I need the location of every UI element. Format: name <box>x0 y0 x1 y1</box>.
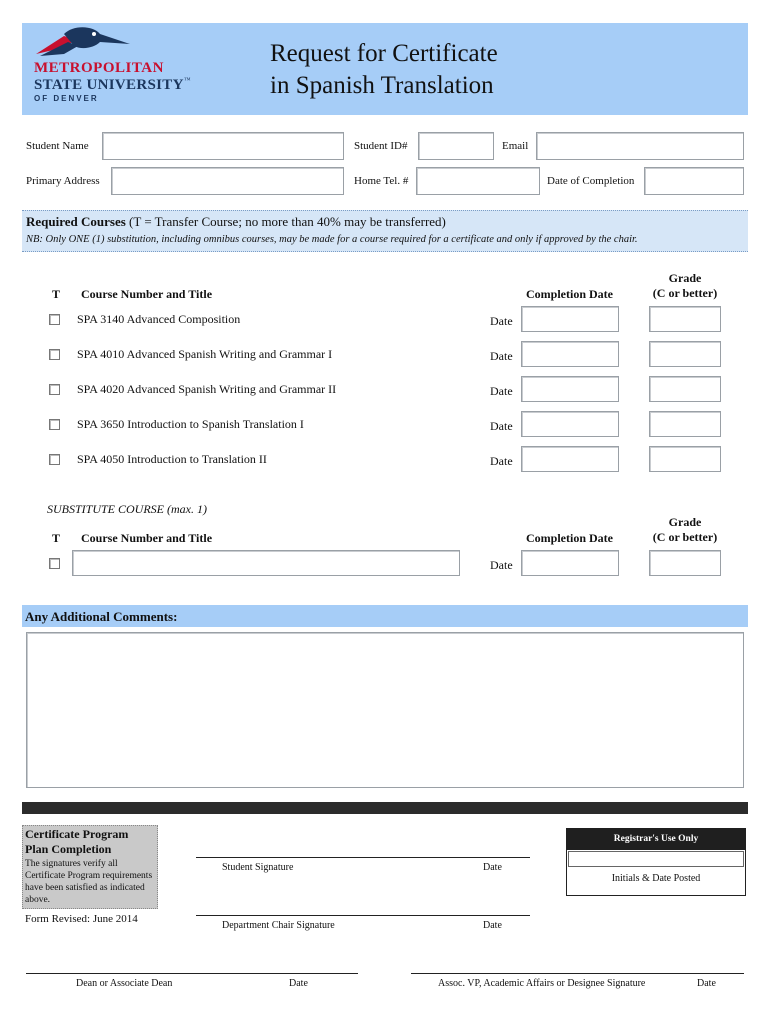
col-completion-header: Completion Date <box>526 287 613 301</box>
col-t-header: T <box>52 287 61 301</box>
plan-completion-heading <box>25 827 128 857</box>
dean-signature-line[interactable] <box>26 973 358 974</box>
university-logo <box>30 26 205 106</box>
student-signature-date-label: Date <box>483 862 502 873</box>
substitute-grade-field[interactable] <box>649 550 721 576</box>
student-signature-line[interactable] <box>196 857 530 858</box>
home-tel-field[interactable] <box>416 167 540 195</box>
sub-col-grade-header <box>640 515 730 545</box>
course-title: SPA 4010 Advanced Spanish Writing and Grammar I <box>77 347 333 361</box>
date-label: Date <box>490 314 513 328</box>
logo-line-3: OF DENVER <box>34 94 99 103</box>
primary-address-label: Primary Address <box>26 175 100 187</box>
date-label: Date <box>490 349 513 363</box>
vp-signature-label: Assoc. VP, Academic Affairs or Designee Signature <box>438 978 646 989</box>
sub-col-grade-line-2: (C or better) <box>652 530 718 544</box>
vp-signature-line[interactable] <box>411 973 744 974</box>
required-courses-title: Required Courses <box>26 214 126 229</box>
student-signature-label: Student Signature <box>222 862 294 873</box>
registrar-heading: Registrar's Use Only <box>613 834 699 844</box>
sub-col-grade-line-1: Grade <box>668 515 702 529</box>
completion-date-field[interactable] <box>521 341 619 367</box>
comments-textarea[interactable] <box>26 632 744 788</box>
course-title: SPA 4020 Advanced Spanish Writing and Grammar II <box>77 382 337 396</box>
course-title: SPA 4050 Introduction to Translation II <box>77 452 267 466</box>
col-course-header: Course Number and Title <box>81 287 213 301</box>
substitute-heading: SUBSTITUTE COURSE (max. 1) <box>47 502 207 516</box>
course-title: SPA 3650 Introduction to Spanish Translation I <box>77 417 304 431</box>
sub-col-course-header: Course Number and Title <box>81 531 213 545</box>
required-courses-heading <box>26 214 446 230</box>
col-grade-header <box>640 271 730 301</box>
completion-date-field[interactable] <box>521 376 619 402</box>
plan-heading-line-1: Certificate Program <box>25 827 129 841</box>
grade-field[interactable] <box>649 411 721 437</box>
title-line-2: in Spanish Translation <box>270 72 494 99</box>
divider-bar <box>22 802 748 814</box>
transfer-checkbox[interactable] <box>49 419 60 430</box>
date-label: Date <box>490 384 513 398</box>
email-label: Email <box>502 140 529 152</box>
page-title <box>270 38 498 102</box>
completion-date-field[interactable] <box>521 446 619 472</box>
title-line-1: Request for Certificate <box>270 40 498 67</box>
student-name-field[interactable] <box>102 132 344 160</box>
student-id-field[interactable] <box>418 132 494 160</box>
registrar-initials-field[interactable] <box>568 851 744 867</box>
date-label: Date <box>490 454 513 468</box>
grade-field[interactable] <box>649 341 721 367</box>
col-grade-line-1: Grade <box>668 271 702 285</box>
completion-date-field[interactable] <box>521 411 619 437</box>
date-of-completion-label: Date of Completion <box>547 175 635 187</box>
substitute-transfer-checkbox[interactable] <box>49 558 60 569</box>
primary-address-field[interactable] <box>111 167 344 195</box>
logo-line-2: STATE UNIVERSITY <box>34 77 184 93</box>
student-name-label: Student Name <box>26 140 89 152</box>
sub-col-t-header: T <box>52 531 61 545</box>
grade-field[interactable] <box>649 306 721 332</box>
dean-signature-label: Dean or Associate Dean <box>76 978 173 989</box>
date-of-completion-field[interactable] <box>644 167 744 195</box>
substitute-completion-date-field[interactable] <box>521 550 619 576</box>
sub-col-completion-header: Completion Date <box>526 531 613 545</box>
substitution-note: NB: Only ONE (1) substitution, including omnibus courses, may be made for a course required for a certificate and only if approved by the chair. <box>26 234 638 245</box>
logo-line-1: METROPOLITAN <box>34 60 164 76</box>
home-tel-label: Home Tel. # <box>354 175 409 187</box>
substitute-course-field[interactable] <box>72 550 460 576</box>
plan-heading-line-2: Plan Completion <box>25 842 112 856</box>
transfer-checkbox[interactable] <box>49 454 60 465</box>
date-label: Date <box>490 419 513 433</box>
plan-completion-note: The signatures verify all Certificate Program requirements have been satisfied as indicated above. <box>25 859 153 905</box>
chair-signature-date-label: Date <box>483 920 502 931</box>
chair-signature-line[interactable] <box>196 915 530 916</box>
trademark-mark: ™ <box>183 76 191 84</box>
comments-heading: Any Additional Comments: <box>25 609 178 624</box>
chair-signature-label: Department Chair Signature <box>222 920 335 931</box>
dean-signature-date-label: Date <box>289 978 308 989</box>
transfer-checkbox[interactable] <box>49 349 60 360</box>
email-field[interactable] <box>536 132 744 160</box>
grade-field[interactable] <box>649 376 721 402</box>
registrar-initials-label: Initials & Date Posted <box>611 873 701 884</box>
substitute-date-label: Date <box>490 558 513 572</box>
form-revised: Form Revised: June 2014 <box>25 913 138 925</box>
vp-signature-date-label: Date <box>697 978 716 989</box>
required-courses-note: (T = Transfer Course; no more than 40% may be transferred) <box>129 214 446 229</box>
completion-date-field[interactable] <box>521 306 619 332</box>
transfer-checkbox[interactable] <box>49 314 60 325</box>
col-grade-line-2: (C or better) <box>652 286 718 300</box>
student-id-label: Student ID# <box>354 140 408 152</box>
transfer-checkbox[interactable] <box>49 384 60 395</box>
grade-field[interactable] <box>649 446 721 472</box>
roadrunner-icon <box>34 26 134 60</box>
course-title: SPA 3140 Advanced Composition <box>77 312 241 326</box>
